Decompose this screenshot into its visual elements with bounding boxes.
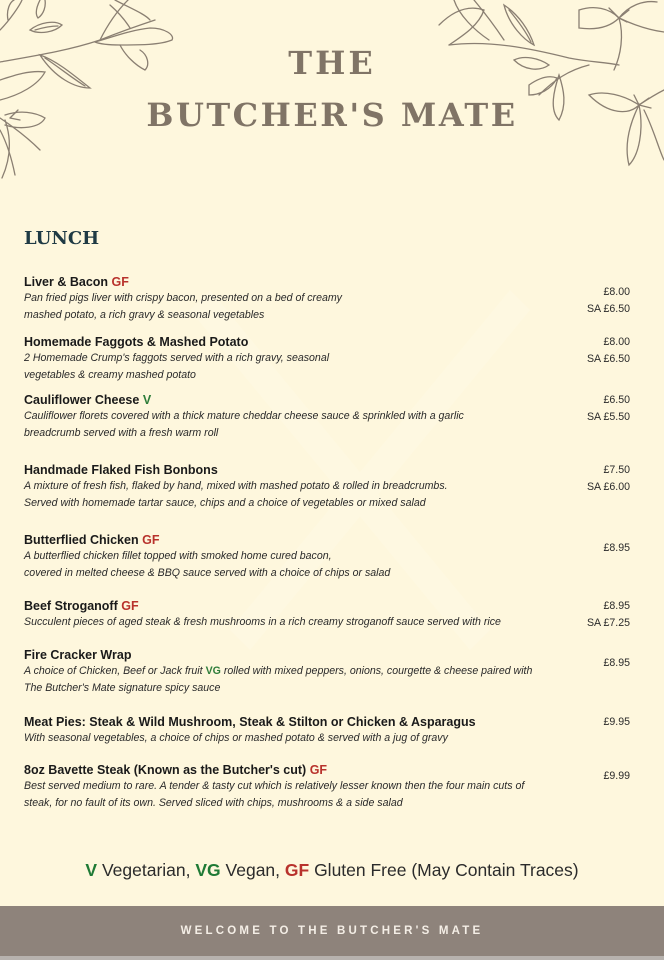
item-name: 8oz Bavette Steak (Known as the Butcher's cut): [24, 763, 307, 777]
item-description-line: The Butcher's Mate signature spicy sauce: [24, 682, 221, 694]
legend-gf-label: Gluten Free (May Contain Traces): [309, 860, 579, 880]
item-description-line: Succulent pieces of aged steak & fresh mushrooms in a rich creamy stroganoff sauce served with rice: [24, 616, 501, 628]
item-price: £8.00: [603, 336, 630, 348]
floral-decoration-left-icon: [0, 0, 185, 190]
item-description-line: With seasonal vegetables, a choice of chips or mashed potato & served with a jug of gravy: [24, 732, 448, 744]
item-name: Fire Cracker Wrap: [24, 648, 132, 662]
restaurant-title-line2: BUTCHER'S MATE: [146, 96, 518, 134]
item-price: £7.50: [603, 464, 630, 476]
menu-item-beef-stroganoff: [24, 598, 630, 631]
menu-item-meat-pies: [24, 714, 630, 747]
dietary-legend: [0, 860, 664, 881]
item-description-line: covered in melted cheese & BBQ sauce served with a choice of chips or salad: [24, 567, 391, 579]
menu-item-fish-bonbons: [24, 462, 630, 512]
item-name: Meat Pies: Steak & Wild Mushroom, Steak & Stilton or Chicken & Asparagus: [24, 715, 476, 729]
item-name: Homemade Faggots & Mashed Potato: [24, 335, 249, 349]
item-sa-price: SA £6.50: [586, 303, 630, 315]
section-title-lunch: LUNCH: [24, 228, 100, 249]
item-description-line: Pan fried pigs liver with crispy bacon, presented on a bed of creamy: [24, 292, 342, 304]
menu-item-fire-cracker-wrap: [24, 647, 630, 697]
item-sa-price: SA £7.25: [586, 617, 630, 629]
gf-tag: GF: [121, 599, 139, 613]
legend-vg-label: Vegan,: [220, 860, 285, 880]
item-description-line: A butterflied chicken fillet topped with smoked home cured bacon,: [24, 550, 332, 562]
item-price: £9.99: [603, 770, 630, 782]
gf-tag: GF: [309, 763, 328, 777]
v-tag: V: [142, 393, 152, 407]
item-name: Cauliflower Cheese: [24, 393, 140, 407]
menu-item-cauliflower-cheese: [24, 392, 630, 442]
footer-welcome-text: WELCOME TO THE BUTCHER'S MATE: [180, 925, 484, 937]
item-price: £6.50: [603, 394, 630, 406]
floral-decoration-right-icon: [429, 0, 664, 190]
item-description-line: Served with homemade tartar sauce, chips and a choice of vegetables or mixed salad: [24, 497, 426, 509]
legend-v-tag: V: [85, 860, 98, 880]
item-price: £8.95: [603, 657, 630, 669]
item-description-line: Best served medium to rare. A tender & tasty cut which is relatively lesser known then the four main cuts of: [24, 780, 525, 792]
vg-tag: VG: [205, 665, 221, 677]
legend-v-label: Vegetarian,: [97, 860, 196, 880]
item-name: Butterflied Chicken: [24, 533, 139, 547]
item-description-line: steak, for no fault of its own. Served sliced with chips, mushrooms & a side salad: [24, 797, 403, 809]
legend-gf-tag: GF: [284, 860, 310, 880]
item-price: £8.95: [603, 542, 630, 554]
item-price: £9.95: [603, 716, 630, 728]
footer-banner: [0, 906, 664, 956]
gf-tag: GF: [111, 275, 129, 289]
legend-vg-tag: VG: [195, 860, 221, 880]
menu-item-butterflied-chicken: [24, 532, 630, 582]
bottom-divider: [0, 956, 664, 960]
gf-tag: GF: [142, 533, 160, 547]
description-text: A choice of Chicken, Beef or Jack fruit: [24, 665, 206, 677]
item-description-line: A mixture of fresh fish, flaked by hand, mixed with mashed potato & rolled in breadcrumbs.: [24, 480, 448, 492]
restaurant-title-line1: THE: [288, 44, 376, 82]
item-description-line: breadcrumb served with a fresh warm roll: [24, 427, 219, 439]
item-price: £8.95: [603, 600, 630, 612]
menu-item-bavette-steak: [24, 762, 630, 812]
item-name: Beef Stroganoff: [24, 599, 118, 613]
item-description-line: mashed potato, a rich gravy & seasonal vegetables: [24, 309, 265, 321]
item-name: Liver & Bacon: [24, 275, 109, 289]
item-sa-price: SA £6.50: [586, 353, 630, 365]
menu-item-faggots: [24, 334, 630, 384]
item-name: Handmade Flaked Fish Bonbons: [24, 463, 218, 477]
item-sa-price: SA £5.50: [586, 411, 630, 423]
item-description-line: 2 Homemade Crump's faggots served with a rich gravy, seasonal: [24, 352, 330, 364]
description-text: rolled with mixed peppers, onions, courgette & cheese paired with: [220, 665, 533, 677]
item-description-line: Cauliflower florets covered with a thick mature cheddar cheese sauce & sprinkled with a garlic: [24, 410, 464, 422]
menu-item-liver-bacon: [24, 274, 630, 324]
item-sa-price: SA £6.00: [586, 481, 630, 493]
item-description-line: [24, 663, 579, 680]
item-price: £8.00: [603, 286, 630, 298]
item-description-line: vegetables & creamy mashed potato: [24, 369, 196, 381]
